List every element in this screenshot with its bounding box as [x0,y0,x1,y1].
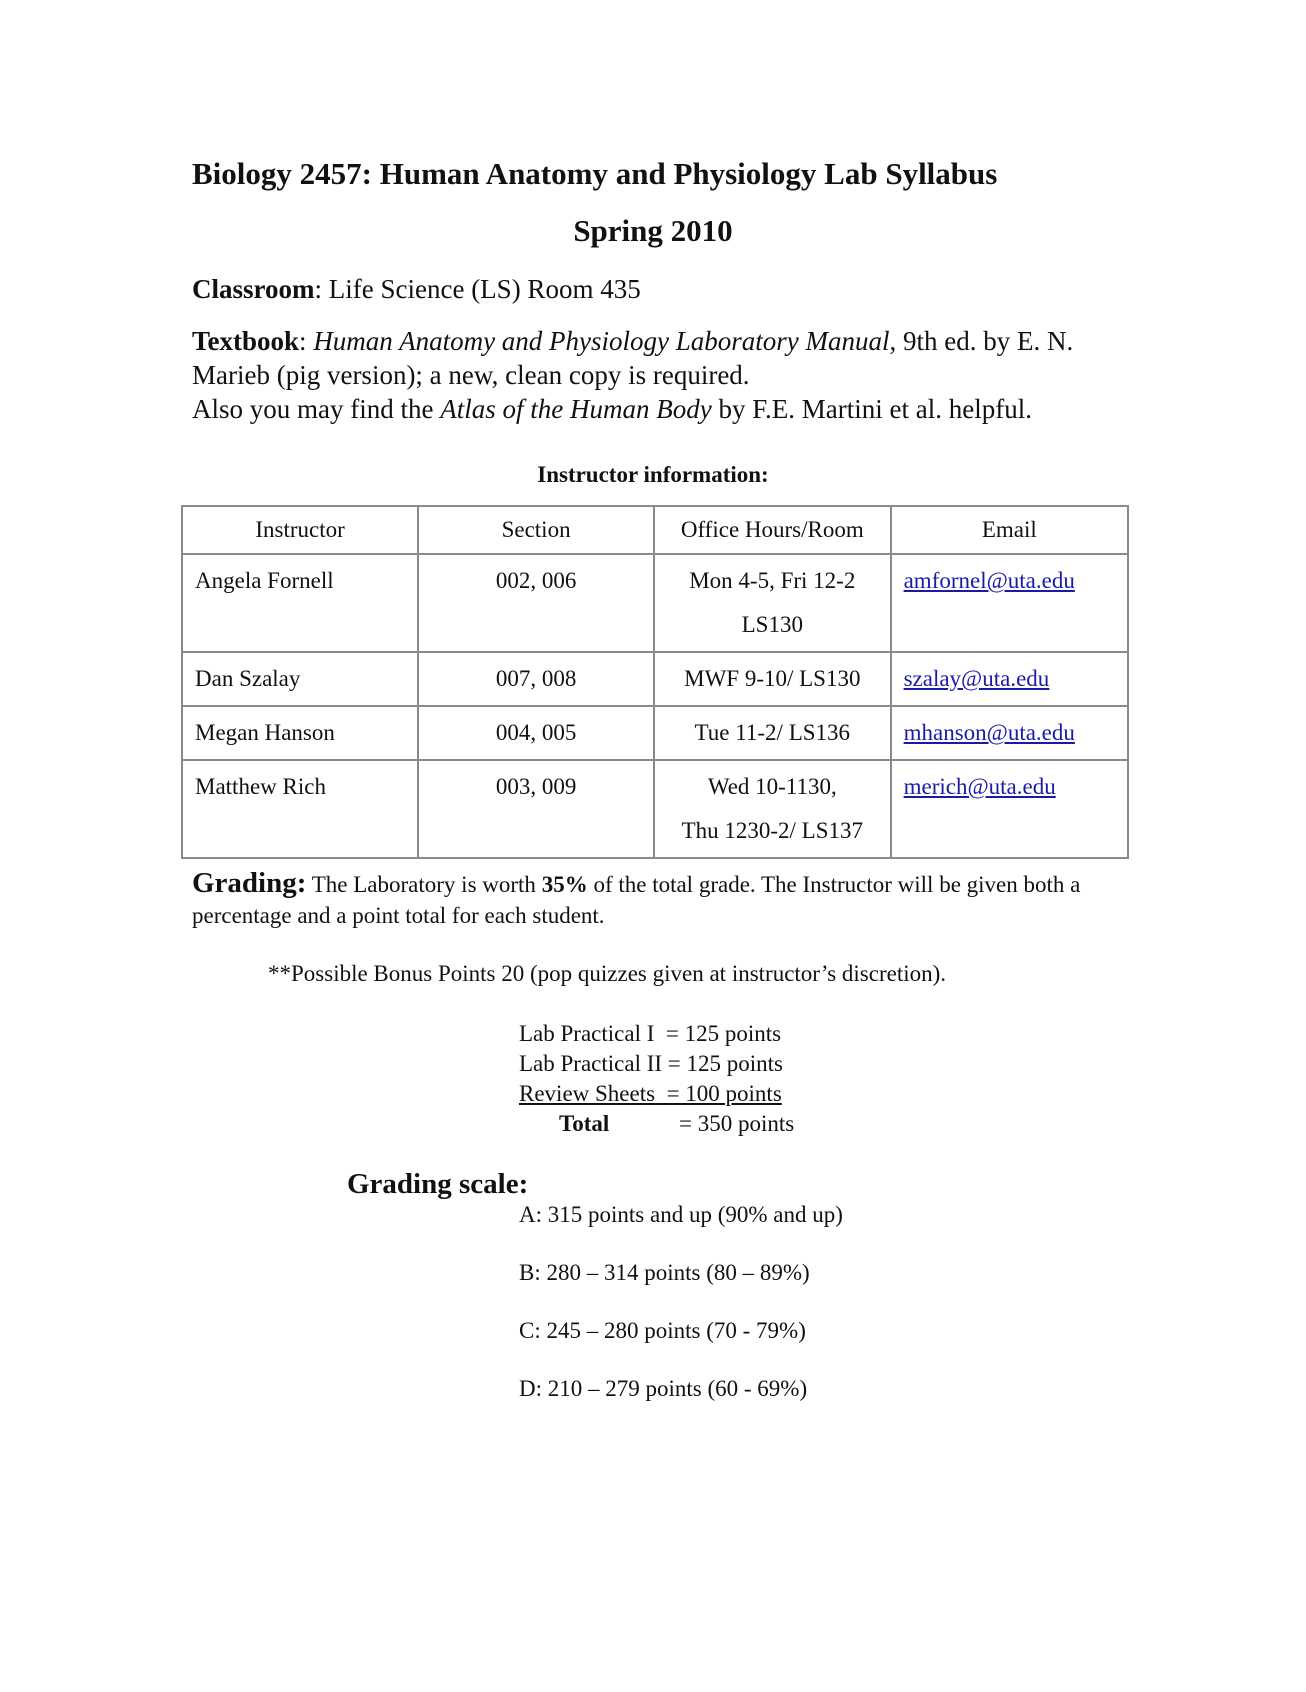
grading-text-pre: The Laboratory is worth [306,872,542,897]
instructor-name: Angela Fornell [182,554,418,652]
office-line-1: Wed 10-1130, [707,774,837,799]
atlas-intro: Also you may find the [192,394,441,424]
atlas-title: Atlas of the Human Body [440,394,712,424]
points-item [519,1019,794,1049]
instructor-name: Matthew Rich [182,760,418,858]
instructor-email-cell [891,554,1128,652]
classroom-label: Classroom [192,274,315,304]
instructor-email-link[interactable]: amfornel@uta.edu [903,568,1075,593]
points-item-value: = 125 points [667,1051,783,1076]
header-section: Section [418,506,654,554]
header-instructor: Instructor [182,506,418,554]
grading-percent: 35% [541,872,588,897]
grading-scale-item: C: 245 – 280 points (70 - 79%) [519,1318,806,1343]
instructor-office [654,652,891,706]
textbook-paragraph [192,324,1132,426]
office-line-1: MWF 9-10/ LS130 [684,666,861,691]
grading-paragraph [192,868,1122,931]
instructor-section: 002, 006 [418,554,654,652]
grading-label: Grading: [192,867,307,899]
grading-scale-label: Grading scale: [347,1168,529,1200]
instructor-email-link[interactable]: mhanson@uta.edu [903,720,1075,745]
grading-scale-item: D: 210 – 279 points (60 - 69%) [519,1376,808,1401]
textbook-details: , 9th ed. by E. N. Marieb (pig version); a new, clean copy is required. [192,326,1074,390]
grading-text-post: of the total grade. The Instructor will be given both a percentage and a point total for each student. [192,872,1081,928]
instructor-email-link[interactable]: merich@uta.edu [903,774,1056,799]
table-row [182,652,1128,706]
instructor-table [181,505,1129,859]
instructor-heading: Instructor information: [537,462,769,487]
points-item-value: = 100 points [666,1081,782,1106]
instructor-office [654,554,891,652]
instructor-section: 003, 009 [418,760,654,858]
textbook-separator: : [299,326,314,356]
points-item-label: Lab Practical II [519,1051,663,1076]
points-item [519,1079,794,1109]
office-line-1: Tue 11-2/ LS136 [694,720,851,745]
points-item-label: Review Sheets [519,1081,656,1106]
points-total-value: = 350 points [679,1111,795,1136]
instructor-email-cell [891,706,1128,760]
points-total-label: Total [559,1111,610,1136]
header-office-hours: Office Hours/Room [654,506,891,554]
textbook-title: Human Anatomy and Physiology Laboratory Manual [313,326,890,356]
table-row [182,554,1128,652]
instructor-email-cell [891,760,1128,858]
instructor-section: 004, 005 [418,706,654,760]
table-header-row [182,506,1128,554]
grading-scale-item: B: 280 – 314 points (80 – 89%) [519,1260,810,1285]
bonus-points-note: **Possible Bonus Points 20 (pop quizzes given at instructor’s discretion). [268,961,947,986]
instructor-name: Dan Szalay [182,652,418,706]
page-title: Biology 2457: Human Anatomy and Physiology Lab Syllabus [192,156,998,191]
points-item-label: Lab Practical I [519,1021,655,1046]
atlas-details: by F.E. Martini et al. helpful. [711,394,1032,424]
page-subtitle: Spring 2010 [573,213,733,248]
classroom-line [192,272,641,306]
instructor-email-cell [891,652,1128,706]
points-item [519,1049,794,1079]
points-breakdown [519,1019,794,1139]
instructor-office [654,706,891,760]
points-item-value: = 125 points [665,1021,782,1046]
header-email: Email [891,506,1128,554]
classroom-text: : Life Science (LS) Room 435 [314,274,641,304]
instructor-email-link[interactable]: szalay@uta.edu [903,666,1050,691]
textbook-label: Textbook [192,326,300,356]
office-line-2: LS130 [741,612,803,637]
instructor-name: Megan Hanson [182,706,418,760]
points-total [519,1109,794,1139]
office-line-2: Thu 1230-2/ LS137 [681,818,864,843]
instructor-office [654,760,891,858]
office-line-1: Mon 4-5, Fri 12-2 [689,568,856,593]
grading-scale-item: A: 315 points and up (90% and up) [519,1202,843,1227]
table-row [182,706,1128,760]
instructor-section: 007, 008 [418,652,654,706]
table-row [182,760,1128,858]
